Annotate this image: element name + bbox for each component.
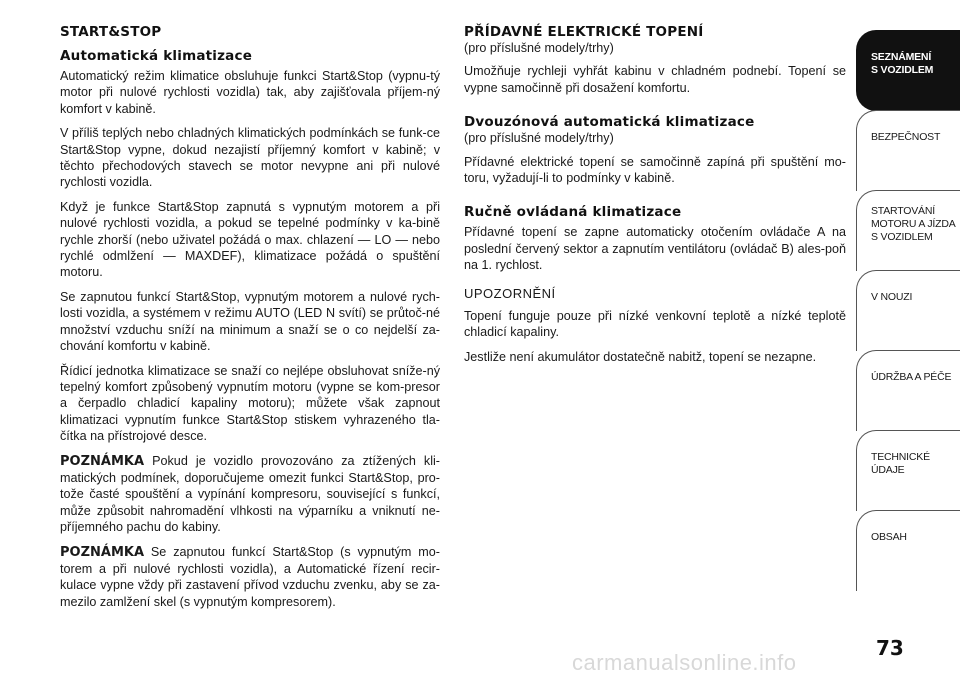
heading-electric-heater: PŘÍDAVNÉ ELEKTRICKÉ TOPENÍ bbox=[464, 24, 704, 40]
paragraph: V příliš teplých nebo chladných klimatických podmínkách se funk-ce Start&Stop vypne, dokud nezajistí příjemný komfort v kabině; v těchto přechodových stavech se motor nevypne ani při nulové rychlosti vozidla. bbox=[60, 126, 440, 190]
note-label: POZNÁMKA bbox=[60, 453, 145, 469]
section-heading-start-stop: START&STOP bbox=[60, 24, 162, 40]
tab-technicke-udaje[interactable] bbox=[856, 430, 960, 511]
paragraph: Se zapnutou funkcí Start&Stop, vypnutým motorem a nulové rych-losti vozidla, a systémem v režimu AUTO (LED N svítí) se průtoč-né množství vzduchu sníží na minimum a snaží se o co nejdelší za-chování komfortu v kabině. bbox=[60, 289, 440, 354]
tab-udrzba[interactable] bbox=[856, 350, 960, 431]
tab-label: STARTOVÁNÍ MOTORU A JÍZDA S VOZIDLEM bbox=[871, 205, 956, 243]
paragraph: Přídavné topení se zapne automaticky otočením ovládače A na poslední červený sektor a zapnutím ventilátoru (ovládač B) ales-poň na 1. rychlost. bbox=[464, 225, 846, 273]
paragraph: Řídicí jednotka klimatizace se snaží co nejlépe obsluhovat sníže-ný tepelný komfort způsobený vypnutím motoru (vypne se kom-presor a čerpadlo chladicí kapaliny motoru); můžete však zapnout klimatizaci vypnutím funkce Start&Stop stiskem vyhrazeného tla-čítka na přístrojové desce. bbox=[60, 363, 440, 444]
right-column bbox=[464, 24, 846, 373]
note-label: POZNÁMKA bbox=[60, 544, 145, 560]
tab-seznameni[interactable] bbox=[856, 30, 960, 111]
heading-manual-climate: Ručně ovládaná klimatizace bbox=[464, 204, 682, 221]
model-note: (pro příslušné modely/trhy) bbox=[464, 131, 614, 146]
tab-startovani[interactable] bbox=[856, 190, 960, 271]
tab-label: OBSAH bbox=[871, 531, 907, 543]
heading-dual-zone: Dvouzónová automatická klimatizace bbox=[464, 114, 755, 131]
tab-bezpecnost[interactable] bbox=[856, 110, 960, 191]
note-paragraph bbox=[60, 453, 440, 536]
warning-text: Jestliže není akumulátor dostatečně nabitž, topení se nezapne. bbox=[464, 349, 817, 364]
tab-v-nouzi[interactable] bbox=[856, 270, 960, 351]
tab-obsah[interactable] bbox=[856, 510, 960, 591]
model-note: (pro příslušné modely/trhy) bbox=[464, 41, 614, 55]
paragraph: Umožňuje rychleji vyhřát kabinu v chladném podnebí. Topení se vypne samočinně při dosažení komfortu. bbox=[464, 64, 846, 95]
tab-label: V NOUZI bbox=[871, 291, 913, 303]
note-paragraph bbox=[60, 544, 440, 611]
tab-label: TECHNICKÉ ÚDAJE bbox=[871, 451, 930, 476]
subheading-auto-climate: Automatická klimatizace bbox=[60, 48, 253, 64]
paragraph: Automatický režim klimatice obsluhuje funkci Start&Stop (vypnu-tý motor při nulové rychlosti vozidla) tak, aby zajišťovala příjem-ný komfort v kabině. bbox=[60, 69, 440, 116]
watermark: carmanualsonline.info bbox=[572, 650, 797, 675]
tab-label: SEZNÁMENÍ S VOZIDLEM bbox=[871, 51, 934, 76]
paragraph: Přídavné elektrické topení se samočinně zapíná při spuštění mo-toru, vyžadují-li to podmínky v kabině. bbox=[464, 154, 846, 186]
note-text: Pokud je vozidlo provozováno za ztížených kli-matických podmínek, doporučujeme omezit funkci Start&Stop, pro-tože časté spouštění a vypínání kompresoru, související s funkcí, může způsobit nahromadění vlhkosti na výparníku a vniknutí ne-příjemného pachu do kabiny. bbox=[60, 453, 440, 535]
warning-title: UPOZORNĚNÍ bbox=[464, 285, 556, 301]
note-text: Se zapnutou funkcí Start&Stop (s vypnutým mo-torem a při nulové rychlosti vozidla), a Automatické řízení recir-kulace vypne vždy při zastavení přívod vzduchu zvenku, aby se za-mezilo zamlžení skel (s vypnutým kompresorem). bbox=[60, 544, 440, 609]
left-column bbox=[60, 24, 440, 618]
tab-label: ÚDRŽBA A PÉČE bbox=[871, 371, 952, 383]
warning-text: Topení funguje pouze při nízké venkovní teplotě a nízké teplotě chladicí kapaliny. bbox=[464, 309, 846, 340]
tab-label: BEZPEČNOST bbox=[871, 131, 941, 143]
page-number: 73 bbox=[876, 636, 904, 660]
chapter-tabs bbox=[856, 30, 960, 590]
paragraph: Když je funkce Start&Stop zapnutá s vypnutým motorem a při nulové rychlosti vozidla, a pokud se tepelné podmínky v ka-bině rychle zhorší (nebo uživatel požádá o max. chlazení — LO — nebo rychlé odmlžení — MAXDEF), klimatizace požádá o spuštění motoru. bbox=[60, 199, 440, 280]
